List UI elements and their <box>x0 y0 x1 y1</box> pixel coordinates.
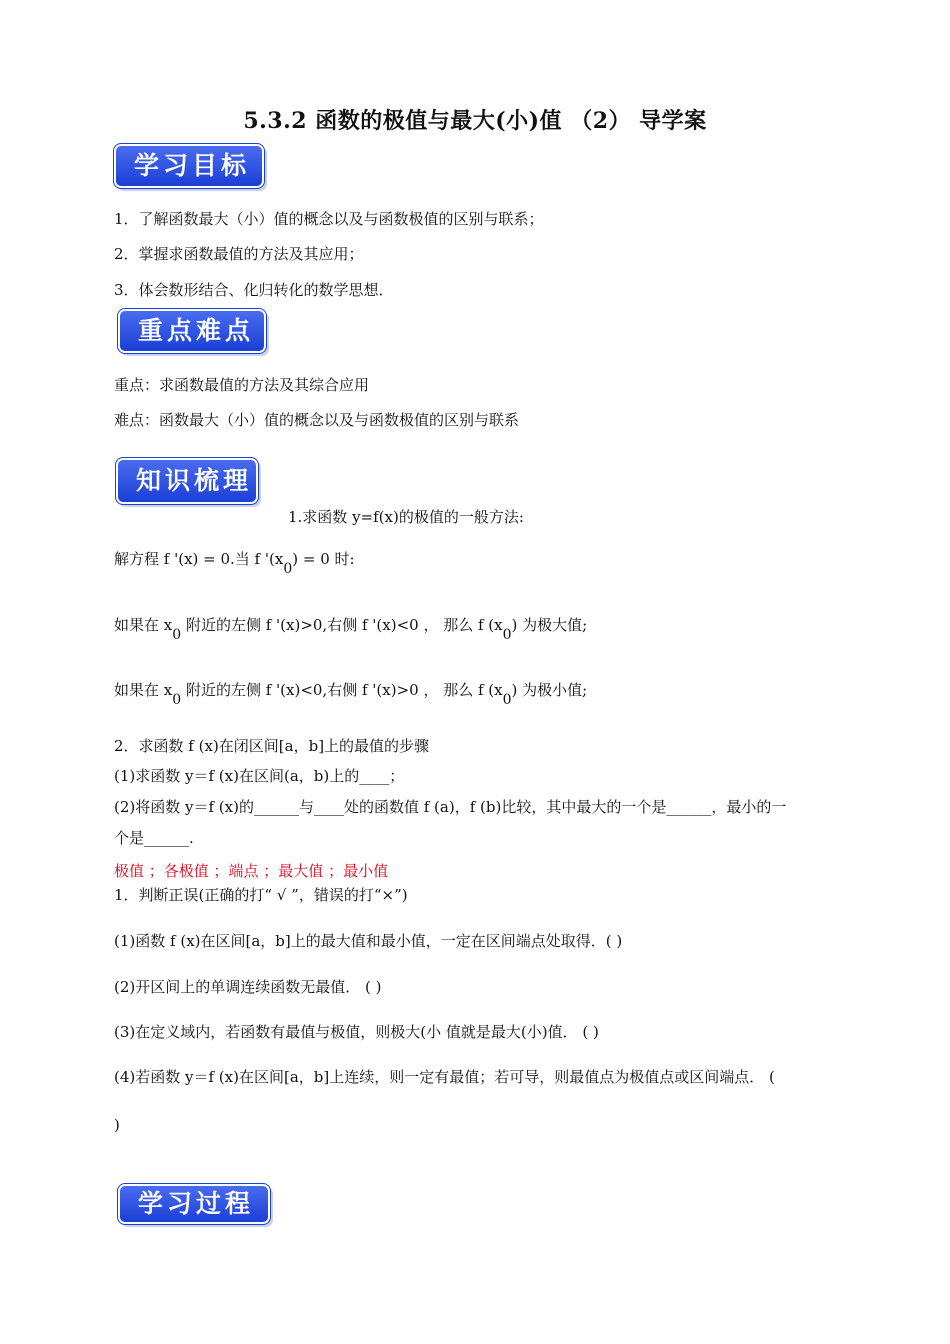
min-text-b: 附近的左侧 f '(x)<0,右侧 f '(x)>0 ， 那么 f (x <box>185 681 503 699</box>
subscript: 0 <box>502 692 512 708</box>
subscript: 0 <box>283 561 293 577</box>
judge-question-4-end: ) <box>114 1116 120 1134</box>
goal-item-3: 3．体会数形结合、化归转化的数学思想． <box>114 281 394 299</box>
solve-text-b: ) = 0 时: <box>292 550 355 568</box>
judge-question-1: (1)函数 f (x)在区间[a，b]上的最大值和最小值，一定在区间端点处取得．( ) <box>114 932 623 950</box>
solve-text-a: 解方程 f '(x) = 0.当 f '(x <box>114 550 284 568</box>
badge-key-points: 重点难点 <box>118 309 266 353</box>
steps-heading: 2．求函数 f (x)在闭区间[a，b]上的最值的步骤 <box>114 737 430 755</box>
max-text-a: 如果在 x <box>114 616 173 634</box>
badge-learning-process: 学习过程 <box>118 1184 270 1224</box>
solve-equation-line <box>114 548 355 577</box>
answer-key: 极值 ；各极值 ；端点 ；最大值 ；最小值 <box>114 862 389 880</box>
max-text-c: ) 为极大值; <box>511 616 588 634</box>
max-text-b: 附近的左侧 f '(x)>0,右侧 f '(x)<0 ， 那么 f (x <box>185 616 503 634</box>
step-1: (1)求函数 y＝f (x)在区间(a，b)上的____； <box>114 767 405 785</box>
min-text-a: 如果在 x <box>114 681 173 699</box>
subscript: 0 <box>172 627 182 643</box>
badge-learning-goals: 学习目标 <box>114 144 264 188</box>
judge-question-3: (3)在定义域内，若函数有最值与极值，则极大(小 值就是最大(小)值． ( ) <box>114 1023 599 1041</box>
key-point: 重点：求函数最值的方法及其综合应用 <box>114 376 370 394</box>
subscript: 0 <box>172 692 182 708</box>
max-condition-line <box>114 614 588 643</box>
step-2: (2)将函数 y＝f (x)的______与____处的函数值 f (a)，f (b)比较，其中最大的一个是______，最小的一 <box>114 798 787 816</box>
goal-item-2: 2．掌握求函数最值的方法及其应用； <box>114 245 364 263</box>
min-condition-line <box>114 679 588 708</box>
step-2-continued: 个是______. <box>114 829 194 847</box>
judge-question-2: (2)开区间上的单调连续函数无最值． ( ) <box>114 978 382 996</box>
min-text-c: ) 为极小值; <box>511 681 588 699</box>
page-title: 5.3.2 函数的极值与最大(小)值 （2） 导学案 <box>243 108 707 134</box>
method-heading: 1.求函数 y=f(x)的极值的一般方法: <box>288 508 524 526</box>
judge-heading: 1．判断正误(正确的打“ √ ”，错误的打“×”) <box>114 886 408 904</box>
subscript: 0 <box>502 627 512 643</box>
difficult-point: 难点：函数最大（小）值的概念以及与函数极值的区别与联系 <box>114 411 520 429</box>
judge-question-4: (4)若函数 y＝f (x)在区间[a，b]上连续，则一定有最值；若可导，则最值点为极值点或区间端点． ( <box>114 1068 775 1086</box>
goal-item-1: 1．了解函数最大（小）值的概念以及与函数极值的区别与联系； <box>114 210 544 228</box>
badge-knowledge: 知识梳理 <box>116 458 258 504</box>
